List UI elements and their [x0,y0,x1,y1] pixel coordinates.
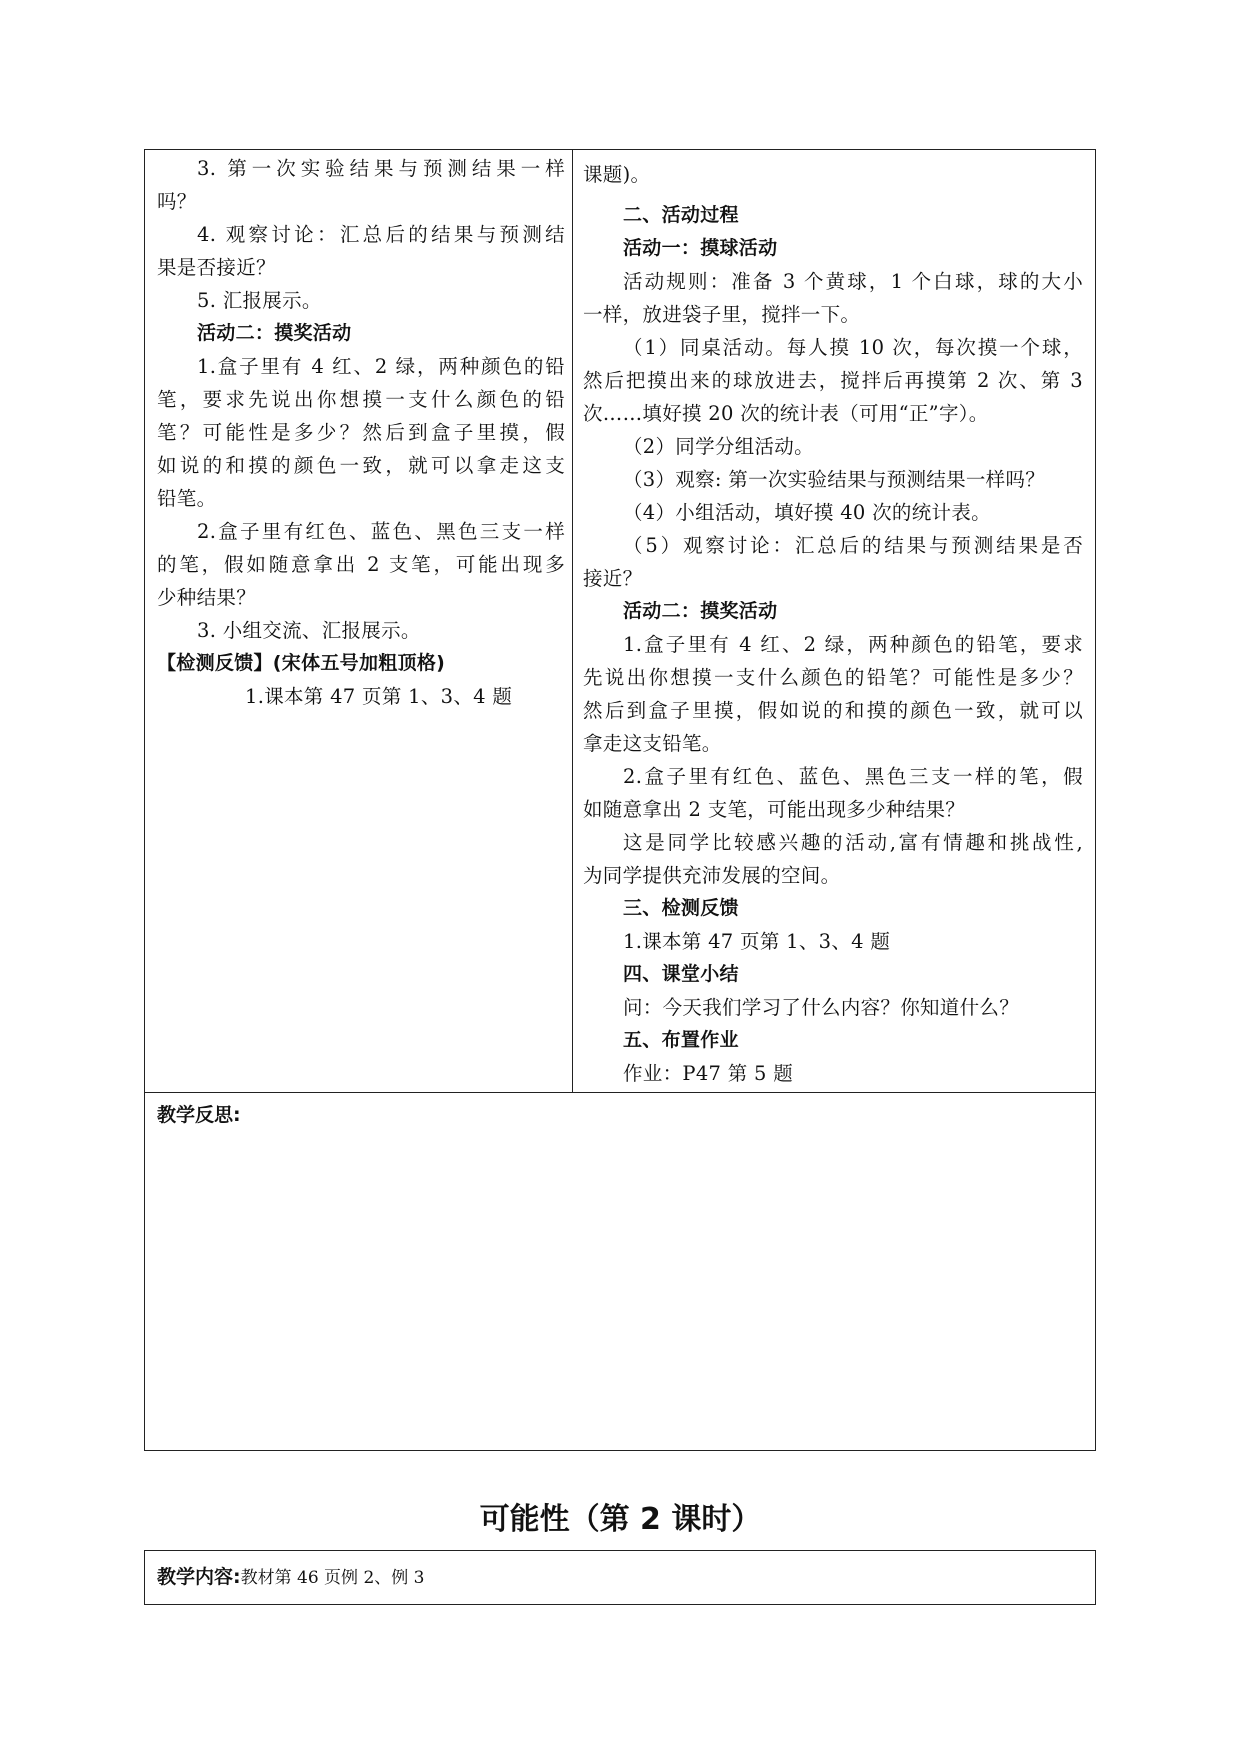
teaching-content-row [157,1562,425,1593]
teaching-reflection-label: 教学反思: [157,1104,241,1126]
teaching-content-text: 教材第 46 页例 2、例 3 [240,1568,425,1588]
right-line-26: 问：今天我们学习了什么内容？你知道什么？ [623,996,1020,1019]
right-line-9: （2）同学分组活动。 [623,435,814,458]
right-heading-activity1: 活动一：摸球活动 [623,237,778,259]
page-title: 可能性（第 2 课时） [479,1502,762,1537]
right-line-20: 如随意拿出 2 支笔，可能出现多少种结果？ [583,798,966,821]
right-line-13: 接近？ [583,567,643,590]
right-line-12: （5）观察讨论：汇总后的结果与预测结果是否 [623,534,1083,557]
left-line-13: 的笔，假如随意拿出 2 支笔，可能出现多 [157,553,565,576]
left-line-9: 笔？可能性是多少？然后到盒子里摸，假 [157,421,565,444]
right-line-21: 这是同学比较感兴趣的活动,富有情趣和挑战性, [623,831,1083,854]
left-line-10: 如说的和摸的颜色一致，就可以拿走这支 [157,454,565,477]
right-heading-summary: 四、课堂小结 [623,963,739,985]
left-line-11: 铅笔。 [157,487,217,510]
left-line-7: 1.盒子里有 4 红、2 绿，两种颜色的铅 [197,355,565,378]
right-line-4: 活动规则：准备 3 个黄球，1 个白球，球的大小 [623,270,1083,293]
column-divider [572,150,573,1092]
left-line-15: 3. 小组交流、汇报展示。 [197,619,421,642]
right-heading-homework: 五、布置作业 [623,1029,739,1051]
left-activity2-heading: 活动二：摸奖活动 [197,322,352,344]
right-line-5: 一样，放进袋子里，搅拌一下。 [583,303,861,326]
right-line-18: 拿走这支铅笔。 [583,732,722,755]
right-line-6: （1）同桌活动。每人摸 10 次，每次摸一个球， [623,336,1083,359]
left-line-1: 3. 第一次实验结果与预测结果一样 [197,157,565,180]
row-divider [145,1092,1095,1093]
teaching-content-label: 教学内容: [157,1566,241,1588]
left-line-4: 果是否接近？ [157,256,276,279]
right-heading-feedback: 三、检测反馈 [623,897,739,919]
right-line-16: 先说出你想摸一支什么颜色的铅笔？可能性是多少？ [583,666,1083,689]
left-line-14: 少种结果？ [157,586,257,609]
right-line-22: 为同学提供充沛发展的空间。 [583,864,841,887]
left-line-5: 5. 汇报展示。 [197,289,322,312]
right-line-1: 课题)。 [583,163,651,186]
left-line-8: 笔，要求先说出你想摸一支什么颜色的铅 [157,388,565,411]
left-line-2: 吗？ [157,190,197,213]
right-heading-activity2: 活动二：摸奖活动 [623,600,778,622]
right-line-17: 然后到盒子里摸，假如说的和摸的颜色一致，就可以 [583,699,1083,722]
right-line-19: 2.盒子里有红色、蓝色、黑色三支一样的笔，假 [623,765,1083,788]
left-feedback-heading: 【检测反馈】(宋体五号加粗顶格) [157,652,446,674]
right-line-11: （4）小组活动，填好摸 40 次的统计表。 [623,501,991,524]
right-line-24: 1.课本第 47 页第 1、3、4 题 [623,930,891,953]
left-line-17: 1.课本第 47 页第 1、3、4 题 [245,685,513,708]
right-line-8: 次……填好摸 20 次的统计表（可用“正”字）。 [583,402,989,425]
right-line-10: （3）观察: 第一次实验结果与预测结果一样吗？ [623,468,1046,491]
teaching-content-table [144,1550,1096,1605]
right-line-7: 然后把摸出来的球放进去，搅拌后再摸第 2 次、第 3 [583,369,1083,392]
left-line-3: 4. 观察讨论：汇总后的结果与预测结 [197,223,565,246]
right-heading-process: 二、活动过程 [623,204,739,226]
lesson-table [144,149,1096,1451]
right-line-15: 1.盒子里有 4 红、2 绿，两种颜色的铅笔，要求 [623,633,1083,656]
left-line-12: 2.盒子里有红色、蓝色、黑色三支一样 [197,520,565,543]
right-line-28: 作业：P47 第 5 题 [623,1062,794,1085]
